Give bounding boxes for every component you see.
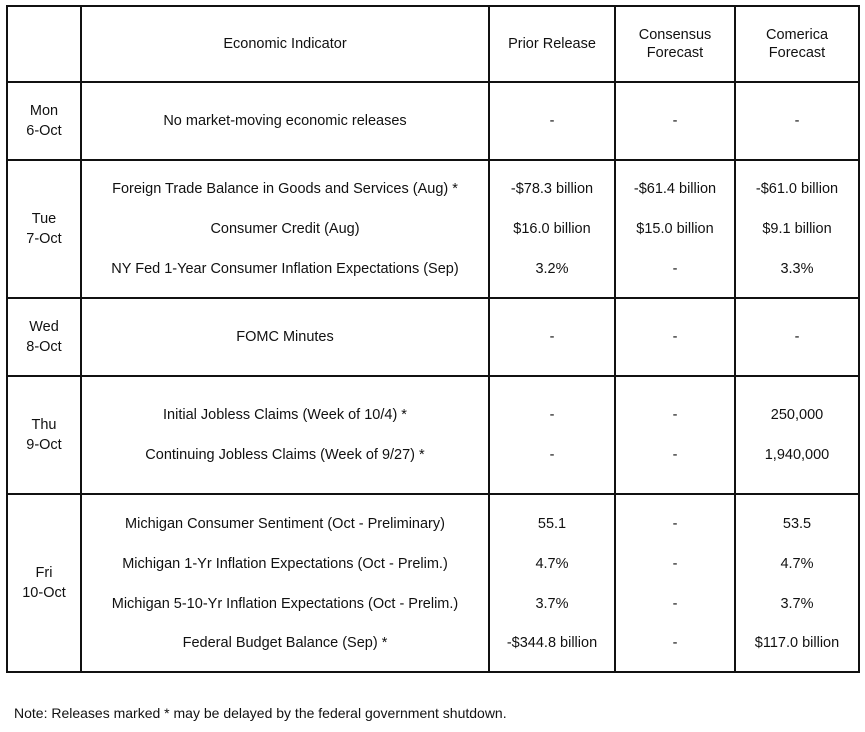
prior-value: -$78.3 billion [510,181,594,197]
consensus-value: - [672,407,678,423]
table-row [7,298,859,376]
comerica-value: 4.7% [780,556,814,572]
header-day [7,6,81,82]
header-prior-release: Prior Release [489,6,615,82]
header-comerica-line1: Comerica [765,27,829,43]
table-row [7,494,859,672]
comerica-value: 53.5 [782,516,812,532]
consensus-value: -$61.4 billion [633,181,717,197]
comerica-cell [735,160,859,298]
comerica-value: 3.7% [780,596,814,612]
prior-cell [489,82,615,160]
consensus-cell [615,494,735,672]
day-name: Wed [29,319,59,335]
indicator-name: Initial Jobless Claims (Week of 10/4) * [163,407,407,423]
consensus-value: - [672,447,678,463]
indicator-cell [81,82,489,160]
consensus-value: - [672,635,678,651]
day-name: Tue [31,211,57,227]
day-name: Fri [35,565,53,581]
prior-cell [489,160,615,298]
comerica-value: 1,940,000 [764,447,830,463]
prior-value: -$344.8 billion [506,635,598,651]
day-cell [7,82,81,160]
header-comerica-line2: Forecast [768,45,826,61]
indicator-name: Consumer Credit (Aug) [210,221,360,237]
table-row [7,376,859,494]
indicator-cell [81,298,489,376]
day-cell [7,298,81,376]
comerica-value: 250,000 [770,407,824,423]
consensus-cell [615,160,735,298]
consensus-value: - [672,556,678,572]
day-date: 7-Oct [26,231,62,247]
indicator-name: NY Fed 1-Year Consumer Inflation Expectations (Sep) [111,261,459,277]
header-row [7,6,859,82]
indicator-name: Foreign Trade Balance in Goods and Services (Aug) * [112,181,458,197]
footnote: Note: Releases marked * may be delayed by the federal government shutdown. [14,705,507,721]
indicator-cell [81,376,489,494]
indicator-cell [81,494,489,672]
prior-cell [489,494,615,672]
day-name: Mon [29,103,59,119]
header-indicator: Economic Indicator [81,6,489,82]
table-row [7,160,859,298]
consensus-value: - [672,113,678,129]
indicator-name: Michigan 1-Yr Inflation Expectations (Oct - Prelim.) [122,556,448,572]
day-date: 8-Oct [26,339,62,355]
comerica-value: $117.0 billion [754,635,840,651]
comerica-cell [735,376,859,494]
day-date: 9-Oct [26,437,62,453]
comerica-value: 3.3% [780,261,814,277]
header-comerica-forecast [735,6,859,82]
day-cell [7,494,81,672]
prior-cell [489,376,615,494]
comerica-value: -$61.0 billion [755,181,839,197]
prior-value: - [549,113,555,129]
consensus-cell [615,376,735,494]
indicator-cell [81,160,489,298]
comerica-value: - [794,329,800,345]
indicator-name: Michigan Consumer Sentiment (Oct - Preliminary) [125,516,445,532]
prior-value: - [549,329,555,345]
indicator-name: No market-moving economic releases [163,113,407,129]
comerica-value: - [794,113,800,129]
prior-value: - [549,407,555,423]
consensus-value: - [672,596,678,612]
comerica-cell [735,494,859,672]
prior-value: 4.7% [535,556,569,572]
day-name: Thu [31,417,57,433]
comerica-cell [735,298,859,376]
header-consensus-line2: Forecast [646,45,704,61]
comerica-value: $9.1 billion [762,221,832,237]
economic-calendar-table [6,5,860,673]
consensus-value: - [672,516,678,532]
consensus-value: - [672,261,678,277]
prior-value: - [549,447,555,463]
prior-value: 3.2% [535,261,569,277]
indicator-name: Federal Budget Balance (Sep) * [182,635,388,651]
consensus-value: - [672,329,678,345]
table-row [7,82,859,160]
day-cell [7,376,81,494]
consensus-cell [615,82,735,160]
day-date: 10-Oct [22,585,66,601]
day-cell [7,160,81,298]
prior-value: 3.7% [535,596,569,612]
day-date: 6-Oct [26,123,62,139]
consensus-value: $15.0 billion [636,221,714,237]
header-consensus-forecast [615,6,735,82]
consensus-cell [615,298,735,376]
indicator-name: Continuing Jobless Claims (Week of 9/27) * [145,447,425,463]
indicator-name: FOMC Minutes [236,329,334,345]
prior-value: $16.0 billion [513,221,591,237]
indicator-name: Michigan 5-10-Yr Inflation Expectations (Oct - Prelim.) [111,596,459,612]
prior-value: 55.1 [537,516,567,532]
prior-cell [489,298,615,376]
comerica-cell [735,82,859,160]
header-consensus-line1: Consensus [638,27,712,43]
